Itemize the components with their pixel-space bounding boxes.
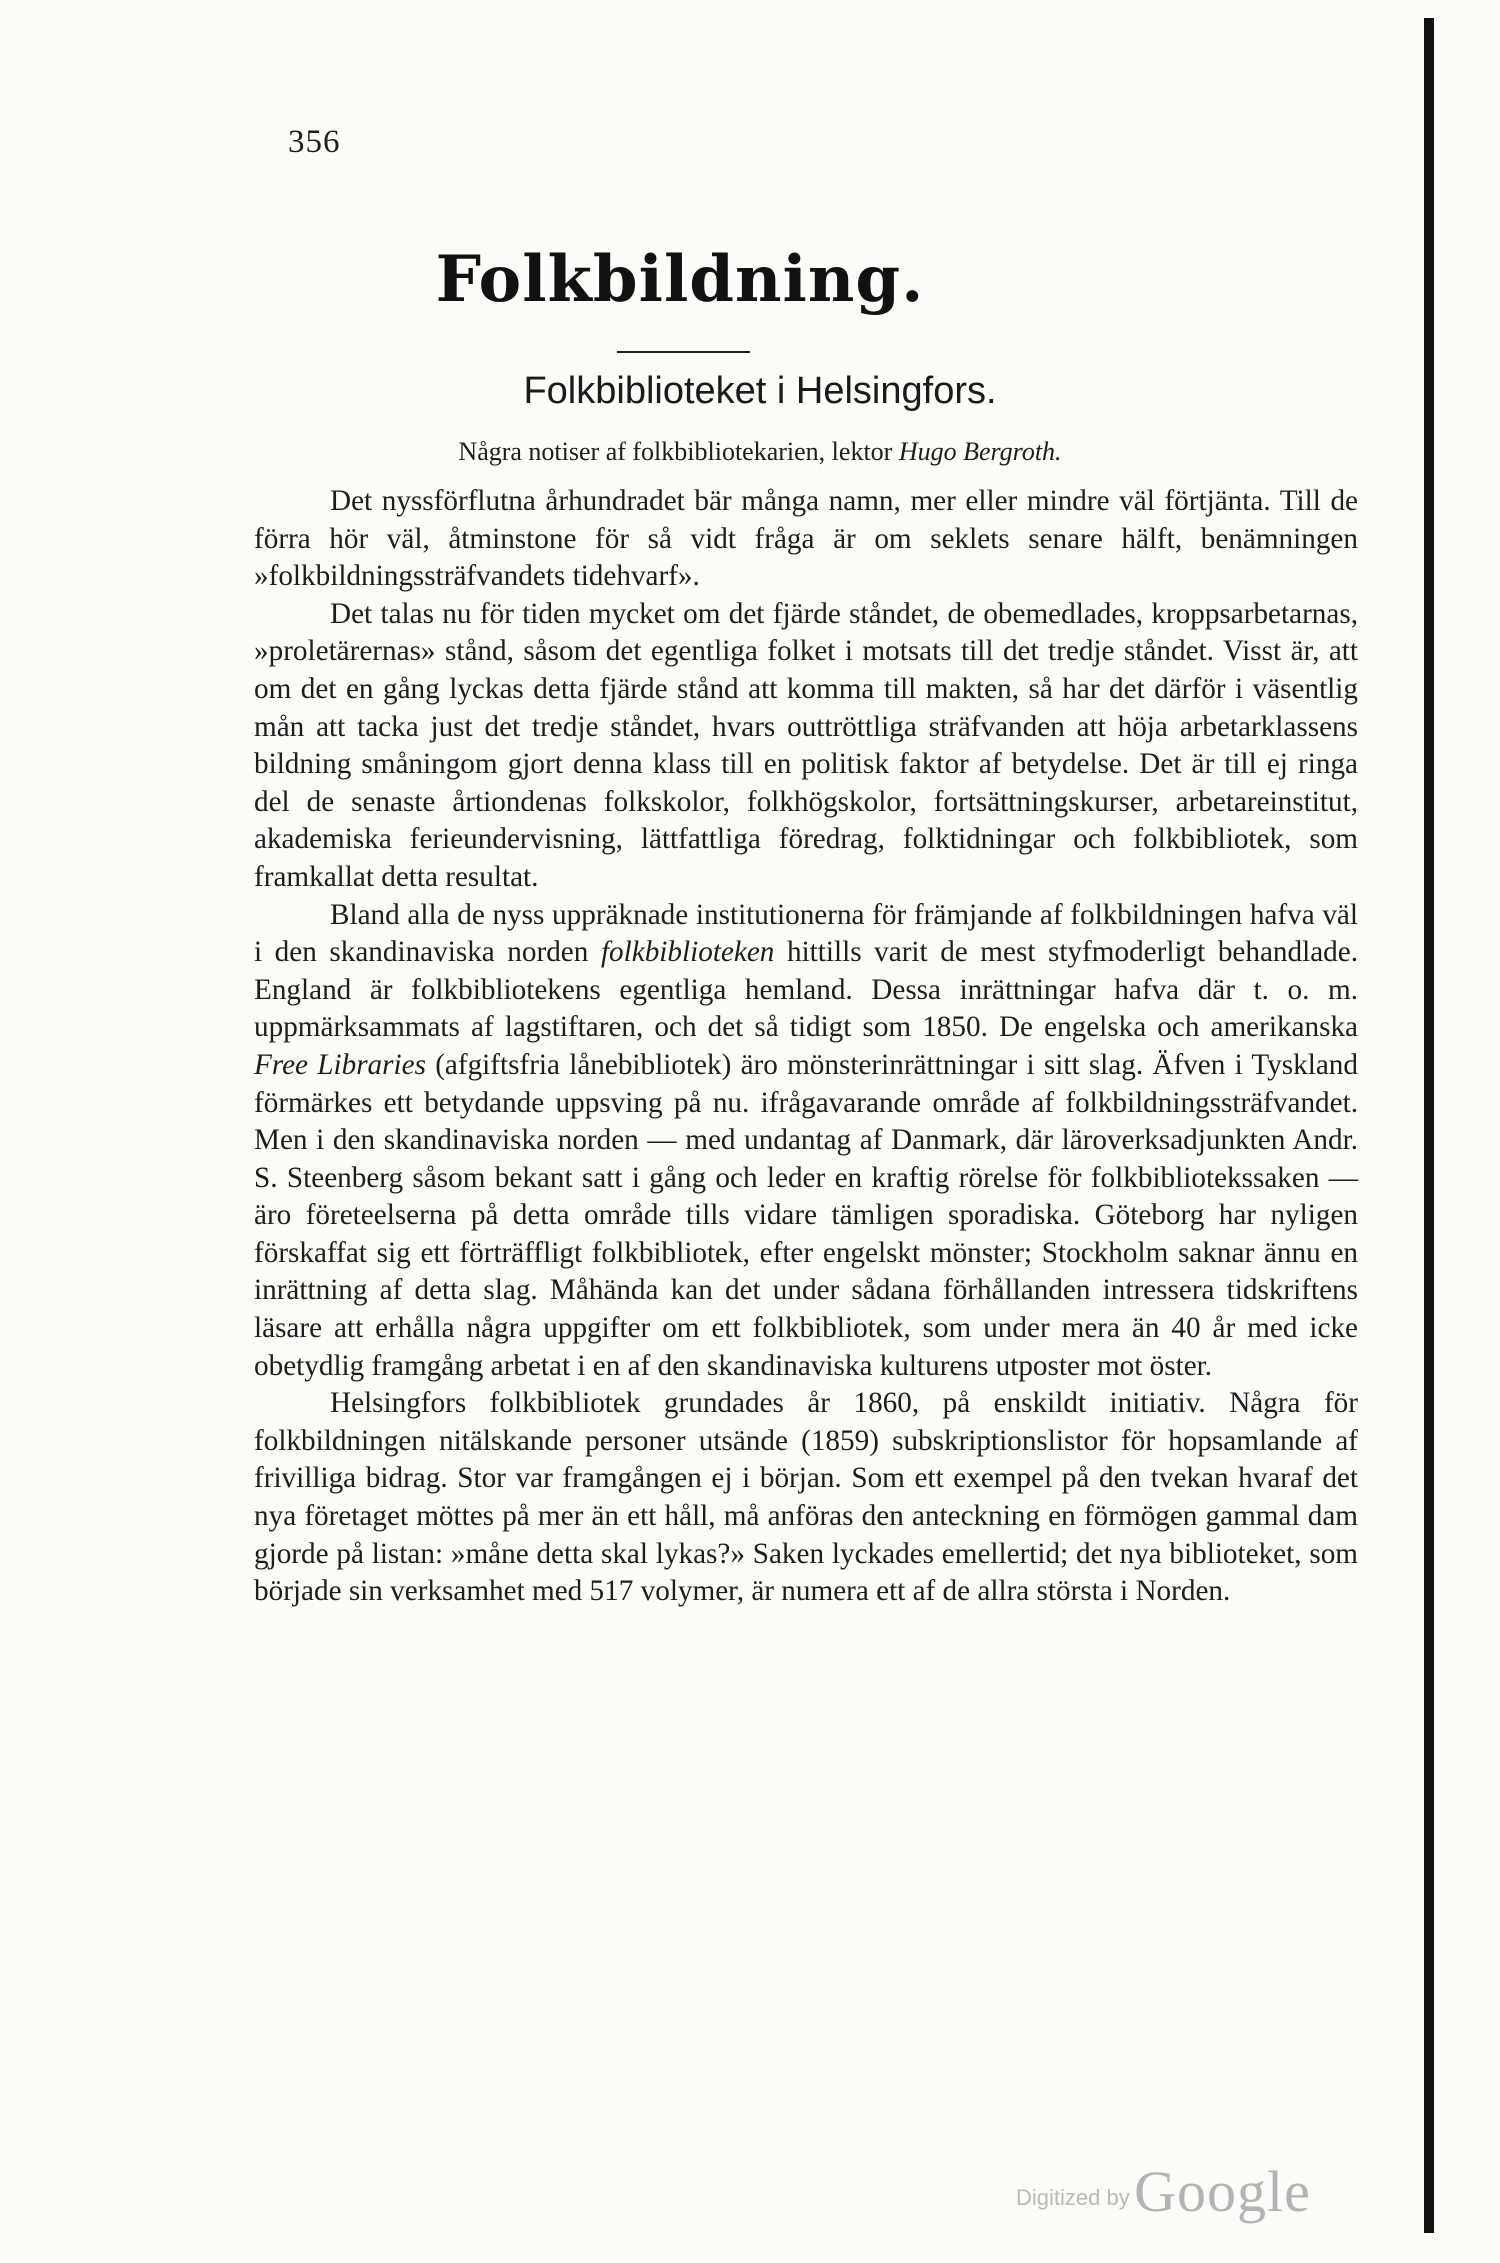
paragraph-3-part-a: Bland alla de nyss uppräknade institutionerna för främjande af folkbildningen hafva väl i den skandinaviska norden xyxy=(254,898,1358,969)
byline xyxy=(290,437,1230,467)
scan-edge-rule xyxy=(1424,18,1434,2233)
heading-divider xyxy=(617,351,750,353)
paragraph-3-part-c: hittills varit de mest styfmoderligt behandlade. England är folkbibliotekens egentliga hemland. Dessa inrättningar hafva där t. o. m. uppmärksammats af lagstiftaren, och det så tidigt som 1850. De engelska och amerikanska xyxy=(254,936,1359,1044)
digitized-watermark xyxy=(1016,2158,1311,2225)
paragraph-3-emphasis-folkbiblioteken: folkbiblioteken xyxy=(600,936,775,969)
paragraph-3-emphasis-free-libraries: Free Libraries xyxy=(254,1048,426,1081)
byline-author: Hugo Bergroth. xyxy=(898,437,1062,466)
digitized-prefix: Digitized by xyxy=(1016,2185,1130,2210)
section-heading: Folkbildning. xyxy=(435,242,925,317)
paragraph-3 xyxy=(254,897,1358,1386)
paragraph-3-part-e: (afgiftsfria lånebibliotek) äro mönsterinrättningar i sitt slag. Äfven i Tyskland förmärkes ett betydande uppsving på nu. ifrågavarande område af folkbildningssträfvandet. Men i den skandinaviska norden — med undantag af Danmark, där läroverksadjunkten Andr. S. Steenberg såsom bekant satt i gång och leder en kraftig rörelse för folkbibliotekssaken — äro företeelserna på detta område tills vidare tämligen sporadiska. Göteborg har nyligen förskaffat sig ett förträffligt folkbibliotek, efter engelskt mönster; Stockholm saknar ännu en inrättning af detta slag. Måhända kan det under sådana förhållanden intressera tidskriftens läsare att erhålla några uppgifter om ett folkbibliotek, som under mera än 40 år med icke obetydlig framgång arbetat i en af den skandinaviska kulturens utposter mot öster. xyxy=(254,1048,1358,1382)
paragraph-2: Det talas nu för tiden mycket om det fjärde ståndet, de obemedlades, kroppsarbetarnas, »proletärernas» stånd, såsom det egentliga folket i motsats till det tredje ståndet. Visst är, att om det en gång lyckas detta fjärde stånd att komma till makten, så har det därför i väsentlig mån att tacka just det tredje ståndet, hvars outtröttliga sträfvanden att höja arbetarklassens bildning småningom gjort denna klass till en politisk faktor af betydelse. Det är till ej ringa del de senaste årtiondenas folkskolor, folkhögskolor, fortsättningskurser, arbetareinstitut, akademiska ferieundervisning, lättfattliga föredrag, folktidningar och folkbibliotek, som framkallat detta resultat. xyxy=(254,597,1358,893)
paragraph-1: Det nyssförflutna århundradet bär många namn, mer eller mindre väl förtjänta. Till de förra hör väl, åtminstone för så vidt fråga är om seklets senare hälft, benämningen »folkbildningssträfvandets tidehvarf». xyxy=(254,485,1358,593)
paragraph-4: Helsingfors folkbibliotek grundades år 1860, på enskildt initiativ. Några för folkbildningen nitälskande personer utsände (1859) subskriptionslistor för hopsamlande af frivilliga bidrag. Stor var framgången ej i början. Som ett exempel på den tvekan hvaraf det nya företaget möttes på mer än ett håll, må anföras den anteckning en förmögen gammal dam gjorde på listan: »måne detta skal lykas?» Saken lyckades emellertid; det nya biblioteket, som började sin verksamhet med 517 volymer, är numera ett af de allra största i Norden. xyxy=(254,1387,1358,1608)
google-logo: Google xyxy=(1134,2159,1311,2224)
byline-prefix: Några notiser af folkbibliotekarien, lektor xyxy=(458,437,893,466)
page-number: 356 xyxy=(288,124,341,160)
article-title: Folkbiblioteket i Helsingfors. xyxy=(523,370,997,412)
article-body xyxy=(254,483,1358,1611)
